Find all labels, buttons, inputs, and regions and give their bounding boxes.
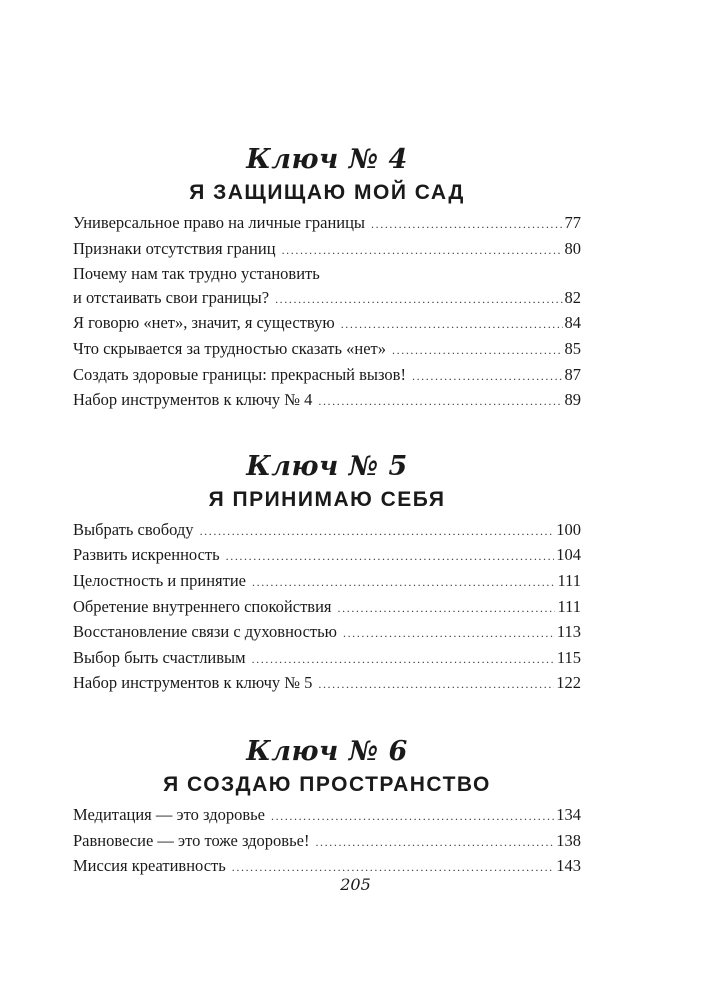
- page-number: 205: [340, 875, 371, 894]
- toc-entry: [73, 311, 581, 337]
- toc-entry-title: Выбор быть счастливым: [73, 647, 246, 667]
- toc-entry: [73, 671, 581, 697]
- toc-list: [73, 518, 581, 697]
- dot-leader: [252, 571, 555, 595]
- toc-entry-page: 111: [557, 570, 581, 590]
- dot-leader: [412, 365, 563, 389]
- dot-leader: [271, 805, 554, 829]
- toc-entry-title: Медитация — это здоровье: [73, 804, 265, 824]
- toc-entry: [73, 237, 581, 263]
- dot-leader: [371, 213, 562, 237]
- dot-leader: [315, 831, 554, 855]
- toc-entry-title: Выбрать свободу: [73, 519, 194, 539]
- section-key-6: [73, 733, 581, 880]
- toc-entry-page: 143: [556, 856, 581, 876]
- toc-entry: [73, 620, 581, 646]
- toc-entry-title-line: Почему нам так трудно установить: [73, 264, 320, 284]
- dot-leader: [275, 288, 562, 312]
- toc-entry-title: Я говорю «нет», значит, я существую: [73, 313, 335, 333]
- toc-entry-page: 84: [564, 313, 581, 333]
- toc-entry-page: 77: [564, 213, 581, 232]
- key-subtitle: Я ПРИНИМАЮ СЕБЯ: [208, 487, 446, 511]
- toc-entry-title: Равновесие — это тоже здоровье!: [73, 830, 310, 850]
- toc-list: [73, 211, 581, 414]
- toc-entry-page: 100: [556, 519, 581, 539]
- section-key-4: [73, 141, 581, 414]
- toc-entry-page: 113: [556, 622, 581, 642]
- toc-entry: [73, 829, 581, 855]
- toc-entry-title: Признаки отсутствия границ: [73, 238, 276, 258]
- dot-leader: [252, 648, 555, 672]
- toc-entry: [73, 569, 581, 595]
- key-title: Ключ № 6: [246, 735, 408, 767]
- toc-entry-page: 89: [564, 390, 581, 410]
- section-key-5: [73, 448, 581, 697]
- toc-entry-title: Обретение внутреннего спокойствия: [73, 596, 332, 616]
- dot-leader: [343, 622, 555, 646]
- toc-entry-title: Восстановление связи с духовностью: [73, 622, 337, 642]
- toc-entry-page: 85: [564, 338, 581, 358]
- toc-entry-title: Целостность и принятие: [73, 570, 246, 590]
- toc-entry-multiline: [73, 262, 581, 311]
- toc-entry: [73, 646, 581, 672]
- dot-leader: [318, 673, 554, 697]
- toc-entry-page: 115: [556, 647, 581, 667]
- toc-entry-title: Набор инструментов к ключу № 4: [73, 390, 313, 410]
- table-of-contents: [73, 141, 581, 880]
- toc-entry: [73, 363, 581, 389]
- toc-entry-title: Развить искренность: [73, 545, 220, 565]
- toc-entry-page: 80: [564, 238, 581, 258]
- toc-entry-page: 104: [556, 545, 581, 565]
- toc-entry: [73, 803, 581, 829]
- toc-entry-page: 111: [557, 596, 581, 616]
- dot-leader: [341, 313, 563, 337]
- toc-entry-page: 82: [564, 287, 581, 307]
- toc-entry: [73, 595, 581, 621]
- toc-entry: [73, 211, 581, 237]
- toc-entry-title: Универсальное право на личные границы: [73, 213, 366, 232]
- dot-leader: [318, 390, 562, 414]
- toc-list: [73, 803, 581, 880]
- toc-entry-title-line: и отстаивать свои границы?: [73, 287, 270, 307]
- toc-entry-page: 87: [564, 364, 581, 384]
- toc-entry-title: Что скрывается за трудностью сказать «нет»: [73, 338, 387, 358]
- dot-leader: [338, 597, 556, 621]
- toc-entry-title: Миссия креативность: [73, 856, 226, 876]
- toc-entry-page: 138: [556, 830, 581, 850]
- dot-leader: [200, 520, 555, 544]
- toc-entry-page: 122: [556, 673, 581, 693]
- toc-entry: [73, 388, 581, 414]
- toc-entry-page: 134: [556, 804, 581, 824]
- toc-entry: [73, 518, 581, 544]
- key-subtitle: Я СОЗДАЮ ПРОСТРАНСТВО: [163, 772, 491, 796]
- toc-entry-title: Набор инструментов к ключу № 5: [73, 673, 313, 693]
- key-subtitle: Я ЗАЩИЩАЮ МОЙ САД: [189, 181, 465, 204]
- dot-leader: [282, 239, 563, 263]
- key-title: Ключ № 4: [246, 144, 408, 175]
- dot-leader: [226, 545, 555, 569]
- toc-entry: [73, 543, 581, 569]
- toc-entry: [73, 337, 581, 363]
- dot-leader: [392, 339, 562, 363]
- key-title: Ключ № 5: [246, 450, 408, 482]
- toc-entry-title: Создать здоровые границы: прекрасный вызов!: [73, 364, 406, 384]
